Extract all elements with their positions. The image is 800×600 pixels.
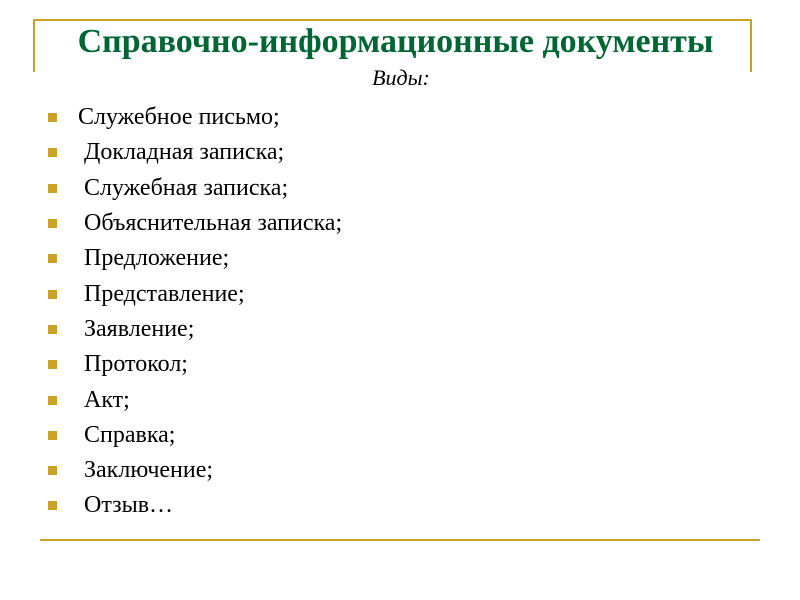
list-item [48, 171, 342, 206]
list-item-label: Служебное письмо; [78, 104, 280, 131]
list-item [48, 276, 342, 311]
list-item-label: Объяснительная записка; [78, 210, 343, 237]
footer-rule [40, 539, 760, 541]
list-item [48, 382, 342, 417]
square-bullet-icon [48, 360, 57, 369]
square-bullet-icon [48, 431, 57, 440]
square-bullet-icon [48, 501, 57, 510]
list-item-label: Служебная записка; [78, 174, 289, 201]
slide-subtitle [0, 63, 800, 93]
list-item-label: Справка; [78, 421, 176, 448]
document-types-list [48, 100, 342, 524]
square-bullet-icon [48, 396, 57, 405]
subtitle-text: Виды: [372, 65, 430, 90]
list-item-label: Представление; [78, 280, 245, 307]
square-bullet-icon [48, 219, 57, 228]
square-bullet-icon [48, 113, 57, 122]
list-item [48, 312, 342, 347]
list-item [48, 241, 342, 276]
list-item-label: Заключение; [78, 457, 214, 484]
slide-title: Справочно-информационные документы [77, 23, 714, 60]
list-item-label: Отзыв… [78, 492, 174, 519]
list-item-label: Протокол; [78, 351, 188, 378]
square-bullet-icon [48, 148, 57, 157]
list-item-label: Предложение; [78, 245, 230, 272]
list-item [48, 347, 342, 382]
list-item-label: Акт; [78, 386, 130, 413]
square-bullet-icon [48, 254, 57, 263]
list-item [48, 453, 342, 488]
list-item-label: Докладная записка; [78, 139, 285, 166]
square-bullet-icon [48, 466, 57, 475]
list-item [48, 488, 342, 523]
list-item [48, 206, 342, 241]
list-item [48, 135, 342, 170]
list-item [48, 100, 342, 135]
square-bullet-icon [48, 325, 57, 334]
list-item [48, 418, 342, 453]
square-bullet-icon [48, 184, 57, 193]
list-item-label: Заявление; [78, 315, 195, 342]
square-bullet-icon [48, 290, 57, 299]
